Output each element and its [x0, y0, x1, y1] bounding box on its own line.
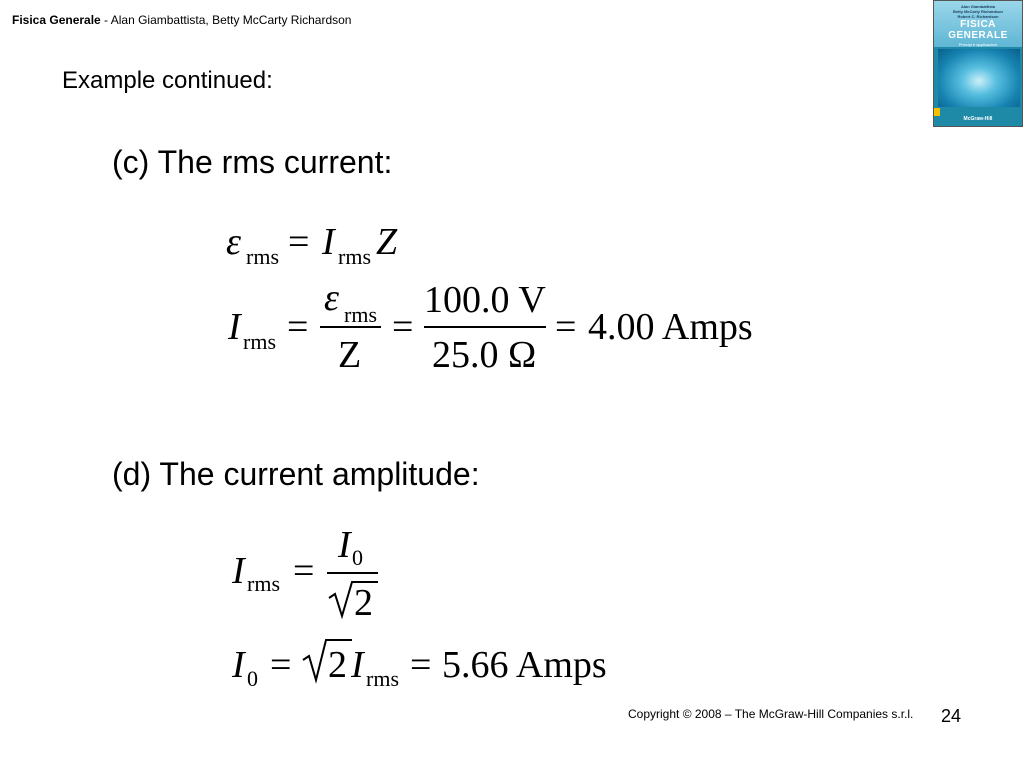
copyright-footer: Copyright © 2008 – The McGraw-Hill Companies s.r.l. [628, 707, 914, 721]
equals-sign: = [293, 550, 315, 592]
amplitude-symbol: I [232, 644, 245, 686]
zero-subscript: 0 [247, 666, 258, 691]
voltage-numerator: 100.0 V [424, 279, 546, 321]
current-symbol: I [232, 550, 245, 592]
rms-subscript: rms [247, 571, 280, 596]
page-number: 24 [941, 706, 962, 726]
impedance-symbol: Z [376, 221, 398, 263]
cover-publisher: McGraw-Hill [963, 116, 993, 122]
rms-subscript: rms [366, 666, 399, 691]
equation-emf-rms [226, 221, 398, 269]
equals-sign: = [392, 306, 414, 348]
current-symbol: I [228, 306, 241, 348]
book-authors: - Alan Giambattista, Betty McCarty Richardson [100, 13, 352, 27]
current-symbol: I [322, 221, 335, 263]
equals-sign: = [288, 221, 310, 263]
equation-irms-amplitude [231, 524, 378, 624]
cover-title-line1: FISICA [960, 19, 996, 30]
item-d-heading: (d) The current amplitude: [112, 456, 480, 492]
rms-subscript: rms [246, 244, 279, 269]
cover-title-line2: GENERALE [948, 30, 1008, 41]
current-symbol: I [351, 644, 364, 686]
emf-symbol: ε [324, 277, 339, 319]
cover-author: Alan Giambattista [960, 4, 995, 9]
current-result: 4.00 Amps [588, 306, 753, 348]
emf-symbol: ε [226, 221, 241, 263]
item-c-heading: (c) The rms current: [112, 144, 393, 180]
cover-subtitle: Principi e applicazioni [958, 42, 998, 47]
cover-author: Betty McCarty Richardson [952, 9, 1003, 14]
amplitude-result: 5.66 Amps [442, 644, 607, 686]
rms-subscript: rms [344, 302, 377, 327]
slide-subtitle: Example continued: [62, 67, 273, 94]
resistance-denominator: 25.0 Ω [432, 334, 537, 376]
equals-sign: = [410, 644, 432, 686]
cover-author: Robert C. Richardson [957, 14, 999, 19]
equals-sign: = [555, 306, 577, 348]
equals-sign: = [287, 306, 309, 348]
two-radicand: 2 [328, 644, 347, 686]
two-radicand: 2 [354, 582, 373, 624]
rms-subscript: rms [338, 244, 371, 269]
impedance-symbol: Z [338, 334, 362, 376]
equation-amplitude-result [231, 640, 607, 691]
zero-subscript: 0 [352, 545, 363, 570]
equals-sign: = [270, 644, 292, 686]
rms-subscript: rms [243, 329, 276, 354]
book-title: Fisica Generale [12, 13, 101, 27]
amplitude-symbol: I [338, 524, 351, 566]
equation-irms-result [227, 277, 753, 376]
